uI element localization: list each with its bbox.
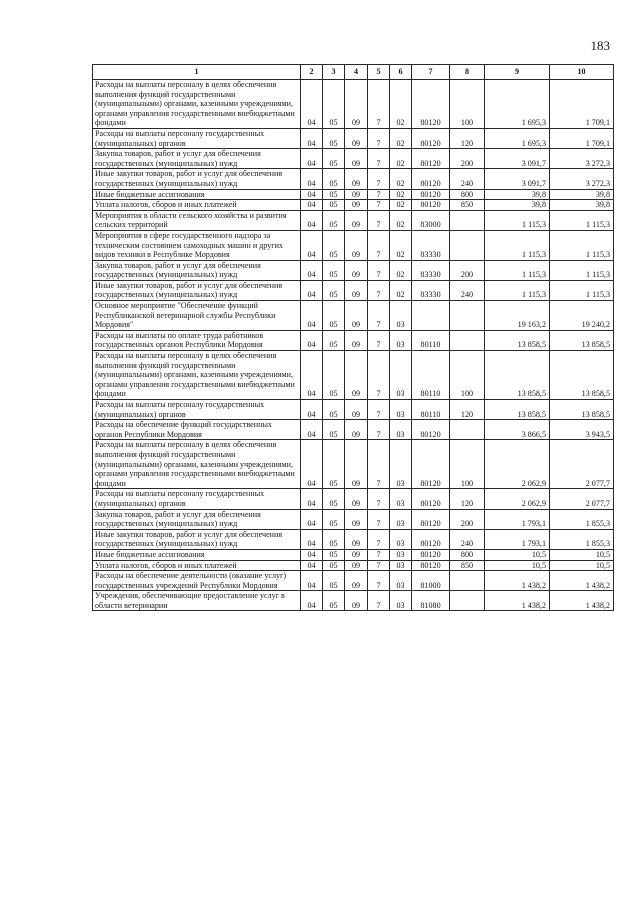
amount-10-cell: 10,5: [550, 560, 614, 571]
code-7-cell: 80110: [412, 400, 450, 420]
amount-9-cell: 19 163,2: [485, 301, 550, 331]
code-7-cell: 80120: [412, 200, 450, 211]
code-4-cell: 09: [345, 260, 368, 280]
code-8-cell: 120: [450, 400, 485, 420]
row-name-cell: Расходы на выплаты персоналу государственных (муниципальных) органов: [93, 128, 301, 148]
code-5-cell: 7: [368, 230, 390, 260]
code-7-cell: 80120: [412, 189, 450, 200]
code-4-cell: 09: [345, 189, 368, 200]
code-6-cell: 02: [390, 280, 412, 300]
row-name-cell: Мероприятия в сфере государственного надзора за техническим состоянием самоходных машин и других видов техники в Республике Мордовия: [93, 230, 301, 260]
code-7-cell: 80120: [412, 169, 450, 189]
code-5-cell: 7: [368, 591, 390, 611]
row-name-cell: Расходы на выплаты персоналу государственных (муниципальных) органов: [93, 489, 301, 509]
code-3-cell: 05: [323, 149, 345, 169]
amount-10-cell: 13 858,5: [550, 351, 614, 400]
table-row: [93, 529, 614, 549]
code-8-cell: [450, 301, 485, 331]
code-4-cell: 09: [345, 280, 368, 300]
code-2-cell: 04: [301, 210, 323, 230]
amount-10-cell: 3 272,3: [550, 169, 614, 189]
code-2-cell: 04: [301, 169, 323, 189]
column-header: 3: [323, 65, 345, 80]
amount-9-cell: 1 115,3: [485, 280, 550, 300]
row-name-cell: Расходы на обеспечение деятельности (оказание услуг) государственных учреждений Республики Мордовия: [93, 571, 301, 591]
amount-9-cell: 10,5: [485, 549, 550, 560]
table-header-row: [93, 65, 614, 80]
code-3-cell: 05: [323, 260, 345, 280]
table-row: [93, 189, 614, 200]
table-row: [93, 169, 614, 189]
code-8-cell: 240: [450, 529, 485, 549]
code-7-cell: 80120: [412, 549, 450, 560]
code-3-cell: 05: [323, 591, 345, 611]
code-8-cell: 100: [450, 80, 485, 129]
amount-9-cell: 39,8: [485, 200, 550, 211]
code-6-cell: 03: [390, 400, 412, 420]
row-name-cell: Закупка товаров, работ и услуг для обеспечения государственных (муниципальных) нужд: [93, 149, 301, 169]
table-row: [93, 330, 614, 350]
amount-9-cell: 1 695,3: [485, 128, 550, 148]
code-3-cell: 05: [323, 169, 345, 189]
code-3-cell: 05: [323, 230, 345, 260]
code-8-cell: 850: [450, 200, 485, 211]
amount-10-cell: 39,8: [550, 189, 614, 200]
table-row: [93, 420, 614, 440]
code-4-cell: 09: [345, 529, 368, 549]
amount-9-cell: 1 115,3: [485, 230, 550, 260]
amount-9-cell: 1 438,2: [485, 571, 550, 591]
code-4-cell: 09: [345, 591, 368, 611]
row-name-cell: Расходы на выплаты по оплате труда работников государственных органов Республики Мордовия: [93, 330, 301, 350]
code-8-cell: 240: [450, 280, 485, 300]
code-6-cell: 03: [390, 301, 412, 331]
code-7-cell: 81080: [412, 591, 450, 611]
code-5-cell: 7: [368, 560, 390, 571]
code-5-cell: 7: [368, 489, 390, 509]
code-2-cell: 04: [301, 420, 323, 440]
code-2-cell: 04: [301, 260, 323, 280]
code-4-cell: 09: [345, 560, 368, 571]
code-6-cell: 02: [390, 128, 412, 148]
amount-9-cell: 1 115,3: [485, 210, 550, 230]
code-7-cell: 80110: [412, 330, 450, 350]
code-4-cell: 09: [345, 440, 368, 489]
amount-10-cell: 2 077,7: [550, 489, 614, 509]
code-8-cell: 800: [450, 189, 485, 200]
amount-10-cell: 13 858,5: [550, 400, 614, 420]
code-5-cell: 7: [368, 420, 390, 440]
code-4-cell: 09: [345, 330, 368, 350]
amount-9-cell: 1 793,1: [485, 509, 550, 529]
code-4-cell: 09: [345, 400, 368, 420]
code-3-cell: 05: [323, 351, 345, 400]
amount-9-cell: 13 858,5: [485, 351, 550, 400]
amount-9-cell: 10,5: [485, 560, 550, 571]
code-8-cell: 200: [450, 149, 485, 169]
code-5-cell: 7: [368, 351, 390, 400]
column-header: 2: [301, 65, 323, 80]
row-name-cell: Уплата налогов, сборов и иных платежей: [93, 200, 301, 211]
page-number: 183: [590, 38, 610, 53]
table-row: [93, 80, 614, 129]
code-4-cell: 09: [345, 80, 368, 129]
code-5-cell: 7: [368, 280, 390, 300]
code-6-cell: 03: [390, 560, 412, 571]
amount-9-cell: 1 438,2: [485, 591, 550, 611]
code-2-cell: 04: [301, 351, 323, 400]
budget-table-sheet: [92, 64, 614, 611]
code-2-cell: 04: [301, 549, 323, 560]
table-row: [93, 400, 614, 420]
code-4-cell: 09: [345, 549, 368, 560]
table-row: [93, 351, 614, 400]
code-7-cell: 80110: [412, 351, 450, 400]
code-5-cell: 7: [368, 571, 390, 591]
code-2-cell: 04: [301, 200, 323, 211]
code-6-cell: 03: [390, 509, 412, 529]
budget-table: [92, 64, 614, 611]
amount-10-cell: 39,8: [550, 200, 614, 211]
amount-9-cell: 3 091,7: [485, 149, 550, 169]
code-5-cell: 7: [368, 210, 390, 230]
code-4-cell: 09: [345, 230, 368, 260]
code-4-cell: 09: [345, 200, 368, 211]
code-2-cell: 04: [301, 330, 323, 350]
amount-10-cell: 1 438,2: [550, 571, 614, 591]
table-row: [93, 260, 614, 280]
amount-9-cell: 2 062,9: [485, 489, 550, 509]
code-6-cell: 03: [390, 571, 412, 591]
code-8-cell: 800: [450, 549, 485, 560]
table-row: [93, 591, 614, 611]
code-6-cell: 02: [390, 200, 412, 211]
code-6-cell: 03: [390, 489, 412, 509]
code-2-cell: 04: [301, 489, 323, 509]
code-8-cell: 100: [450, 440, 485, 489]
code-4-cell: 09: [345, 169, 368, 189]
amount-10-cell: 1 709,1: [550, 80, 614, 129]
code-5-cell: 7: [368, 400, 390, 420]
table-row: [93, 560, 614, 571]
code-8-cell: 100: [450, 351, 485, 400]
code-2-cell: 04: [301, 80, 323, 129]
column-header: 6: [390, 65, 412, 80]
code-2-cell: 04: [301, 280, 323, 300]
code-2-cell: 04: [301, 128, 323, 148]
amount-9-cell: 13 858,5: [485, 400, 550, 420]
code-4-cell: 09: [345, 210, 368, 230]
code-2-cell: 04: [301, 400, 323, 420]
code-5-cell: 7: [368, 509, 390, 529]
amount-9-cell: 3 091,7: [485, 169, 550, 189]
code-6-cell: 02: [390, 149, 412, 169]
code-8-cell: 850: [450, 560, 485, 571]
table-row: [93, 509, 614, 529]
row-name-cell: Иные бюджетные ассигнования: [93, 189, 301, 200]
code-3-cell: 05: [323, 509, 345, 529]
code-2-cell: 04: [301, 591, 323, 611]
code-3-cell: 05: [323, 189, 345, 200]
code-5-cell: 7: [368, 128, 390, 148]
code-7-cell: [412, 301, 450, 331]
code-2-cell: 04: [301, 529, 323, 549]
table-row: [93, 440, 614, 489]
code-6-cell: 02: [390, 230, 412, 260]
column-header: 8: [450, 65, 485, 80]
column-header: 4: [345, 65, 368, 80]
code-2-cell: 04: [301, 571, 323, 591]
code-6-cell: 03: [390, 549, 412, 560]
code-7-cell: 83330: [412, 280, 450, 300]
code-5-cell: 7: [368, 200, 390, 211]
code-3-cell: 05: [323, 330, 345, 350]
code-3-cell: 05: [323, 200, 345, 211]
code-7-cell: 80120: [412, 420, 450, 440]
amount-9-cell: 13 858,5: [485, 330, 550, 350]
code-8-cell: [450, 420, 485, 440]
table-row: [93, 549, 614, 560]
code-5-cell: 7: [368, 549, 390, 560]
amount-10-cell: 1 115,3: [550, 260, 614, 280]
code-3-cell: 05: [323, 489, 345, 509]
code-2-cell: 04: [301, 509, 323, 529]
column-header: 9: [485, 65, 550, 80]
table-row: [93, 210, 614, 230]
table-row: [93, 280, 614, 300]
code-8-cell: [450, 330, 485, 350]
code-7-cell: 80120: [412, 509, 450, 529]
code-5-cell: 7: [368, 301, 390, 331]
code-3-cell: 05: [323, 128, 345, 148]
code-2-cell: 04: [301, 440, 323, 489]
code-3-cell: 05: [323, 420, 345, 440]
code-7-cell: 80120: [412, 440, 450, 489]
code-3-cell: 05: [323, 80, 345, 129]
code-4-cell: 09: [345, 128, 368, 148]
row-name-cell: Расходы на выплаты персоналу в целях обеспечения выполнения функций государственными (муниципальными) органами, казенными учреждениями, органами управления государственными внебюджетными фондами: [93, 80, 301, 129]
amount-10-cell: 2 077,7: [550, 440, 614, 489]
code-6-cell: 03: [390, 529, 412, 549]
code-6-cell: 03: [390, 591, 412, 611]
table-row: [93, 149, 614, 169]
row-name-cell: Расходы на выплаты персоналу в целях обеспечения выполнения функций государственными (муниципальными) органами, казенными учреждениями, органами управления государственными внебюджетными фондами: [93, 351, 301, 400]
code-5-cell: 7: [368, 149, 390, 169]
code-8-cell: 120: [450, 489, 485, 509]
code-8-cell: [450, 571, 485, 591]
code-7-cell: 83330: [412, 230, 450, 260]
code-3-cell: 05: [323, 210, 345, 230]
amount-9-cell: 1 695,3: [485, 80, 550, 129]
code-4-cell: 09: [345, 420, 368, 440]
code-7-cell: 83330: [412, 260, 450, 280]
code-4-cell: 09: [345, 509, 368, 529]
code-7-cell: 80120: [412, 128, 450, 148]
amount-10-cell: 1 855,3: [550, 509, 614, 529]
code-2-cell: 04: [301, 560, 323, 571]
amount-10-cell: 10,5: [550, 549, 614, 560]
row-name-cell: Иные закупки товаров, работ и услуг для обеспечения государственных (муниципальных) нужд: [93, 280, 301, 300]
code-5-cell: 7: [368, 169, 390, 189]
column-header: 5: [368, 65, 390, 80]
code-6-cell: 02: [390, 210, 412, 230]
row-name-cell: Мероприятия в области сельского хозяйства и развития сельских территорий: [93, 210, 301, 230]
code-8-cell: 200: [450, 509, 485, 529]
code-8-cell: 200: [450, 260, 485, 280]
row-name-cell: Уплата налогов, сборов и иных платежей: [93, 560, 301, 571]
amount-9-cell: 3 866,5: [485, 420, 550, 440]
code-5-cell: 7: [368, 330, 390, 350]
code-3-cell: 05: [323, 529, 345, 549]
code-6-cell: 02: [390, 169, 412, 189]
code-8-cell: 240: [450, 169, 485, 189]
table-row: [93, 571, 614, 591]
code-7-cell: 81000: [412, 571, 450, 591]
column-header: 7: [412, 65, 450, 80]
code-4-cell: 09: [345, 489, 368, 509]
code-3-cell: 05: [323, 560, 345, 571]
code-3-cell: 05: [323, 549, 345, 560]
code-8-cell: [450, 230, 485, 260]
row-name-cell: Учреждения, обеспечивающие предоставление услуг в области ветеринарии: [93, 591, 301, 611]
code-3-cell: 05: [323, 571, 345, 591]
amount-10-cell: 13 858,5: [550, 330, 614, 350]
row-name-cell: Основное мероприятие "Обеспечение функций Республиканской ветеринарной службы Республики Мордовия": [93, 301, 301, 331]
row-name-cell: Расходы на выплаты персоналу в целях обеспечения выполнения функций государственными (муниципальными) органами, казенными учреждениями, органами управления государственными внебюджетными фондами: [93, 440, 301, 489]
column-header: 10: [550, 65, 614, 80]
table-row: [93, 301, 614, 331]
row-name-cell: Закупка товаров, работ и услуг для обеспечения государственных (муниципальных) нужд: [93, 509, 301, 529]
row-name-cell: Закупка товаров, работ и услуг для обеспечения государственных (муниципальных) нужд: [93, 260, 301, 280]
code-6-cell: 03: [390, 330, 412, 350]
code-3-cell: 05: [323, 301, 345, 331]
row-name-cell: Иные бюджетные ассигнования: [93, 549, 301, 560]
code-2-cell: 04: [301, 301, 323, 331]
code-2-cell: 04: [301, 149, 323, 169]
row-name-cell: Расходы на выплаты персоналу государственных (муниципальных) органов: [93, 400, 301, 420]
table-row: [93, 489, 614, 509]
code-5-cell: 7: [368, 260, 390, 280]
code-7-cell: 80120: [412, 489, 450, 509]
code-7-cell: 80120: [412, 560, 450, 571]
amount-10-cell: 3 943,5: [550, 420, 614, 440]
code-3-cell: 05: [323, 440, 345, 489]
code-8-cell: [450, 210, 485, 230]
table-row: [93, 128, 614, 148]
amount-10-cell: 1 115,3: [550, 210, 614, 230]
code-6-cell: 03: [390, 440, 412, 489]
code-5-cell: 7: [368, 529, 390, 549]
code-4-cell: 09: [345, 351, 368, 400]
code-5-cell: 7: [368, 80, 390, 129]
amount-10-cell: 1 709,1: [550, 128, 614, 148]
amount-9-cell: 1 793,1: [485, 529, 550, 549]
amount-9-cell: 39,8: [485, 189, 550, 200]
table-row: [93, 230, 614, 260]
amount-9-cell: 2 062,9: [485, 440, 550, 489]
amount-9-cell: 1 115,3: [485, 260, 550, 280]
code-7-cell: 80120: [412, 529, 450, 549]
code-4-cell: 09: [345, 301, 368, 331]
code-2-cell: 04: [301, 189, 323, 200]
row-name-cell: Расходы на обеспечение функций государственных органов Республики Мордовия: [93, 420, 301, 440]
code-8-cell: 120: [450, 128, 485, 148]
amount-10-cell: 1 115,3: [550, 230, 614, 260]
code-6-cell: 02: [390, 189, 412, 200]
amount-10-cell: 1 115,3: [550, 280, 614, 300]
code-3-cell: 05: [323, 280, 345, 300]
row-name-cell: Иные закупки товаров, работ и услуг для обеспечения государственных (муниципальных) нужд: [93, 529, 301, 549]
code-6-cell: 03: [390, 420, 412, 440]
amount-10-cell: 3 272,3: [550, 149, 614, 169]
code-7-cell: 83000: [412, 210, 450, 230]
table-row: [93, 200, 614, 211]
code-6-cell: 02: [390, 80, 412, 129]
code-4-cell: 09: [345, 149, 368, 169]
code-2-cell: 04: [301, 230, 323, 260]
code-5-cell: 7: [368, 440, 390, 489]
amount-10-cell: 19 240,2: [550, 301, 614, 331]
code-8-cell: [450, 591, 485, 611]
code-7-cell: 80120: [412, 149, 450, 169]
column-header: 1: [93, 65, 301, 80]
amount-10-cell: 1 855,3: [550, 529, 614, 549]
code-7-cell: 80120: [412, 80, 450, 129]
code-6-cell: 03: [390, 351, 412, 400]
code-5-cell: 7: [368, 189, 390, 200]
code-4-cell: 09: [345, 571, 368, 591]
amount-10-cell: 1 438,2: [550, 591, 614, 611]
code-3-cell: 05: [323, 400, 345, 420]
row-name-cell: Иные закупки товаров, работ и услуг для обеспечения государственных (муниципальных) нужд: [93, 169, 301, 189]
code-6-cell: 02: [390, 260, 412, 280]
